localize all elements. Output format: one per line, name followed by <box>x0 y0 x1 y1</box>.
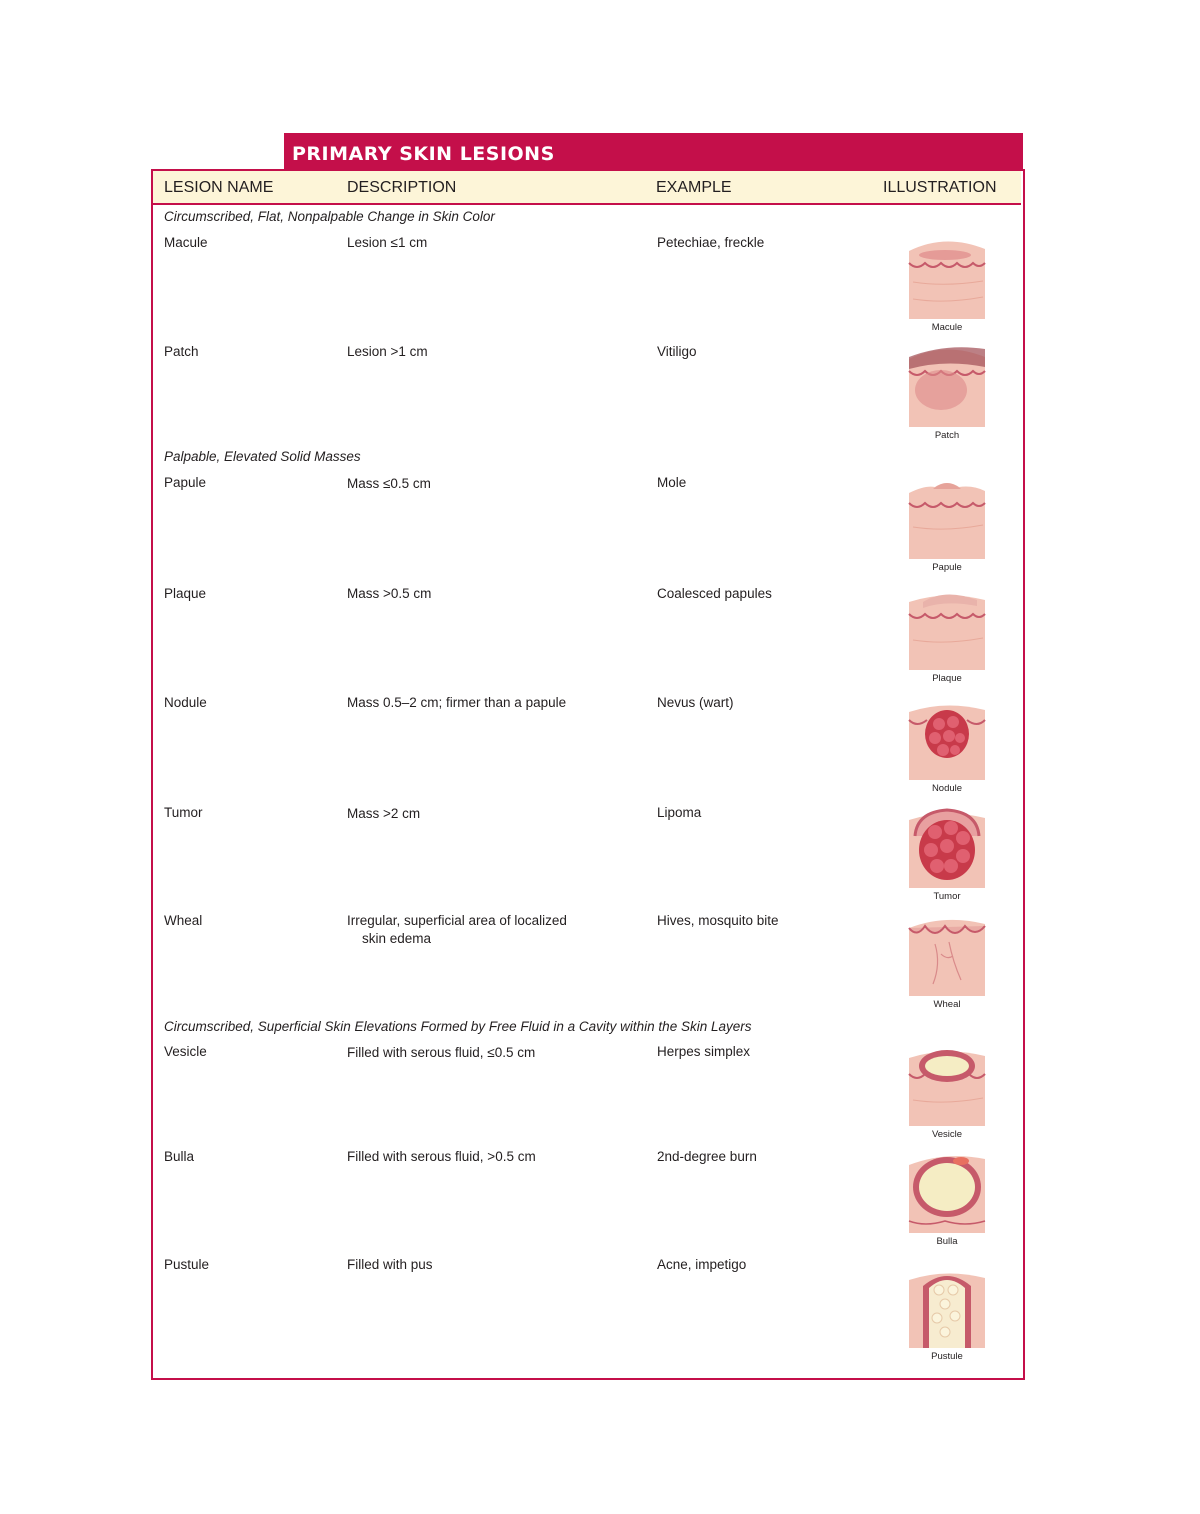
illustration-pustule <box>905 1266 989 1362</box>
patch-image <box>905 345 989 429</box>
description-line: Filled with serous fluid, >0.5 cm <box>347 1149 536 1164</box>
tumor-image <box>905 806 989 890</box>
description-line: Lesion ≤1 cm <box>347 235 428 250</box>
lesion-example-bulla: 2nd-degree burn <box>657 1149 757 1164</box>
lesion-description-vesicle <box>347 1044 637 1062</box>
lesion-example-pustule: Acne, impetigo <box>657 1257 747 1272</box>
description-line: Irregular, superficial area of localized <box>347 913 567 928</box>
lesion-name-pustule: Pustule <box>164 1257 210 1272</box>
illustration-bulla <box>905 1151 989 1247</box>
lesion-description-papule <box>347 475 637 493</box>
illustration-caption-vesicle: Vesicle <box>931 1129 963 1140</box>
illustration-caption-wheal: Wheal <box>933 999 961 1010</box>
description-line: Mass >0.5 cm <box>347 586 432 601</box>
illustration-caption-nodule: Nodule <box>931 783 963 794</box>
lesion-description-nodule <box>347 694 637 712</box>
description-line: Filled with serous fluid, ≤0.5 cm <box>347 1045 536 1060</box>
illustration-tumor <box>905 806 989 902</box>
section-title-flat-nonpalpable: Circumscribed, Flat, Nonpalpable Change in Skin Color <box>164 209 495 224</box>
lesion-name-nodule: Nodule <box>164 695 207 710</box>
illustration-vesicle <box>905 1044 989 1140</box>
illustration-caption-macule: Macule <box>931 322 963 333</box>
description-line: Mass >2 cm <box>347 806 421 821</box>
illustration-caption-plaque: Plaque <box>932 673 962 684</box>
illustration-wheal <box>905 914 989 1010</box>
illustration-nodule <box>905 698 989 794</box>
section-title-palpable-solid: Palpable, Elevated Solid Masses <box>164 449 361 464</box>
lesion-description-bulla <box>347 1148 637 1166</box>
lesion-example-vesicle: Herpes simplex <box>657 1044 751 1059</box>
page-title: PRIMARY SKIN LESIONS <box>292 143 555 165</box>
column-header-lesion-name: LESION NAME <box>164 179 274 196</box>
table-header-row <box>153 171 1021 205</box>
lesion-description-pustule <box>347 1256 637 1274</box>
description-line-continued: skin edema <box>362 931 432 946</box>
lesion-example-wheal: Hives, mosquito bite <box>657 913 779 928</box>
lesion-example-nodule: Nevus (wart) <box>657 695 734 710</box>
title-bar <box>284 133 1023 171</box>
lesion-description-patch <box>347 343 637 361</box>
macule-image <box>905 237 989 321</box>
column-header-illustration: ILLUSTRATION <box>883 179 997 196</box>
lesion-description-plaque <box>347 585 637 603</box>
column-header-description: DESCRIPTION <box>347 179 457 196</box>
pustule-image <box>905 1266 989 1350</box>
description-line: Mass ≤0.5 cm <box>347 476 431 491</box>
lesion-example-papule: Mole <box>657 475 687 490</box>
lesion-name-wheal: Wheal <box>164 913 203 928</box>
plaque-image <box>905 588 989 672</box>
lesion-description-wheal <box>347 912 637 948</box>
description-line: Mass 0.5–2 cm; firmer than a papule <box>347 695 567 710</box>
illustration-caption-bulla: Bulla <box>936 1236 958 1247</box>
lesion-name-vesicle: Vesicle <box>164 1044 207 1059</box>
description-line: Lesion >1 cm <box>347 344 428 359</box>
lesion-name-plaque: Plaque <box>164 586 207 601</box>
lesion-example-tumor: Lipoma <box>657 805 702 820</box>
wheal-image <box>905 914 989 998</box>
lesion-name-macule: Macule <box>164 235 208 250</box>
column-header-example: EXAMPLE <box>656 179 732 196</box>
section-title-fluid-filled: Circumscribed, Superficial Skin Elevations Formed by Free Fluid in a Cavity within the Skin Layers <box>164 1019 752 1034</box>
illustration-caption-pustule: Pustule <box>931 1351 963 1362</box>
lesion-name-papule: Papule <box>164 475 207 490</box>
lesion-example-patch: Vitiligo <box>657 344 697 359</box>
vesicle-image <box>905 1044 989 1128</box>
illustration-macule <box>905 237 989 333</box>
lesion-description-macule <box>347 234 637 252</box>
illustration-caption-papule: Papule <box>932 562 962 573</box>
illustration-plaque <box>905 588 989 684</box>
nodule-image <box>905 698 989 782</box>
lesion-example-macule: Petechiae, freckle <box>657 235 765 250</box>
lesion-example-plaque: Coalesced papules <box>657 586 772 601</box>
lesion-description-tumor <box>347 805 637 823</box>
bulla-image <box>905 1151 989 1235</box>
lesion-name-tumor: Tumor <box>164 805 203 820</box>
lesion-name-bulla: Bulla <box>164 1149 195 1164</box>
illustration-caption-tumor: Tumor <box>933 891 961 902</box>
description-line: Filled with pus <box>347 1257 433 1272</box>
illustration-papule <box>905 477 989 573</box>
papule-image <box>905 477 989 561</box>
illustration-patch <box>905 345 989 441</box>
illustration-caption-patch: Patch <box>934 430 960 441</box>
lesion-name-patch: Patch <box>164 344 199 359</box>
